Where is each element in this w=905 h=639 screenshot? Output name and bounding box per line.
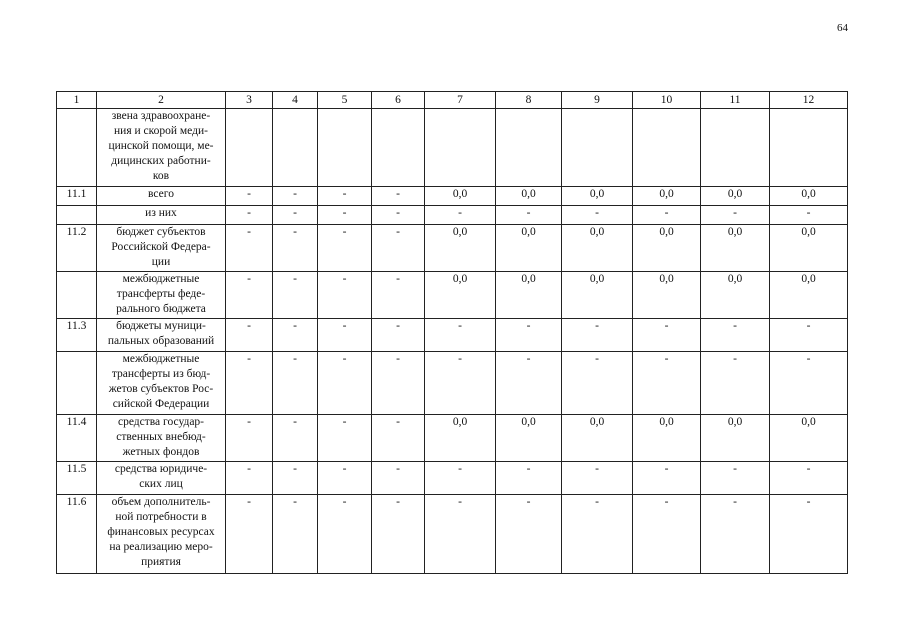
value-cell: 0,0 [496, 415, 562, 462]
column-header: 9 [562, 92, 633, 109]
column-header: 2 [97, 92, 226, 109]
value-cell: - [318, 415, 372, 462]
value-cell: - [226, 415, 273, 462]
value-cell: - [770, 206, 848, 225]
value-cell: - [425, 495, 496, 574]
value-cell: - [273, 206, 318, 225]
table-row [57, 352, 848, 415]
value-cell: 0,0 [701, 225, 770, 272]
row-name-cell: бюджет субъектов Российской Федера- ции [97, 225, 226, 272]
value-cell [226, 109, 273, 187]
value-cell: - [226, 352, 273, 415]
value-cell: - [318, 319, 372, 352]
row-number-cell: 11.6 [57, 495, 97, 574]
value-cell: 0,0 [425, 225, 496, 272]
column-header: 4 [273, 92, 318, 109]
table-body [57, 109, 848, 574]
value-cell [425, 109, 496, 187]
value-cell [633, 109, 701, 187]
value-cell: 0,0 [633, 187, 701, 206]
value-cell: 0,0 [562, 187, 633, 206]
value-cell: - [496, 495, 562, 574]
value-cell: 0,0 [770, 272, 848, 319]
row-number-cell: 11.1 [57, 187, 97, 206]
value-cell: - [318, 462, 372, 495]
value-cell: - [562, 462, 633, 495]
value-cell: - [226, 187, 273, 206]
value-cell: 0,0 [425, 415, 496, 462]
column-header: 10 [633, 92, 701, 109]
value-cell: - [226, 225, 273, 272]
value-cell: - [701, 352, 770, 415]
value-cell: - [701, 495, 770, 574]
value-cell: - [496, 206, 562, 225]
value-cell: - [633, 352, 701, 415]
row-name-cell: бюджеты муници- пальных образований [97, 319, 226, 352]
value-cell: 0,0 [496, 272, 562, 319]
value-cell: - [318, 225, 372, 272]
value-cell: 0,0 [562, 272, 633, 319]
value-cell: - [372, 187, 425, 206]
value-cell: - [318, 352, 372, 415]
value-cell: - [562, 206, 633, 225]
value-cell [770, 109, 848, 187]
row-number-cell [57, 206, 97, 225]
value-cell: - [562, 319, 633, 352]
value-cell [496, 109, 562, 187]
row-name-cell: средства государ- ственных внебюд- жетных фондов [97, 415, 226, 462]
value-cell: - [372, 352, 425, 415]
column-header: 6 [372, 92, 425, 109]
column-header: 5 [318, 92, 372, 109]
table-row [57, 462, 848, 495]
table-row [57, 272, 848, 319]
value-cell: - [226, 462, 273, 495]
value-cell [372, 109, 425, 187]
value-cell: 0,0 [633, 272, 701, 319]
value-cell: - [273, 272, 318, 319]
row-name-cell: объем дополнитель- ной потребности в финансовых ресурсах на реализацию меро- приятия [97, 495, 226, 574]
value-cell: 0,0 [701, 272, 770, 319]
value-cell: - [496, 352, 562, 415]
value-cell: 0,0 [496, 187, 562, 206]
value-cell: - [372, 495, 425, 574]
table-row [57, 495, 848, 574]
row-number-cell [57, 109, 97, 187]
value-cell: 0,0 [770, 187, 848, 206]
table-row [57, 187, 848, 206]
row-name-cell: средства юридиче- ских лиц [97, 462, 226, 495]
value-cell: - [496, 462, 562, 495]
value-cell: 0,0 [562, 225, 633, 272]
column-header: 3 [226, 92, 273, 109]
value-cell: - [770, 495, 848, 574]
row-number-cell: 11.3 [57, 319, 97, 352]
value-cell: - [425, 352, 496, 415]
value-cell: 0,0 [633, 225, 701, 272]
row-name-cell: звена здравоохране- ния и скорой меди- цинской помощи, ме- дицинских работни- ков [97, 109, 226, 187]
value-cell: - [273, 415, 318, 462]
table-row [57, 225, 848, 272]
value-cell: - [318, 272, 372, 319]
value-cell [562, 109, 633, 187]
column-header: 8 [496, 92, 562, 109]
value-cell [318, 109, 372, 187]
table-row [57, 109, 848, 187]
value-cell: 0,0 [770, 225, 848, 272]
value-cell: - [425, 462, 496, 495]
value-cell: - [562, 352, 633, 415]
value-cell: 0,0 [770, 415, 848, 462]
table-row [57, 206, 848, 225]
value-cell: - [633, 319, 701, 352]
column-header: 11 [701, 92, 770, 109]
value-cell: - [226, 206, 273, 225]
value-cell: - [226, 319, 273, 352]
row-name-cell: всего [97, 187, 226, 206]
row-number-cell [57, 272, 97, 319]
value-cell: - [273, 319, 318, 352]
value-cell: 0,0 [633, 415, 701, 462]
value-cell: 0,0 [496, 225, 562, 272]
value-cell: - [425, 206, 496, 225]
value-cell: 0,0 [701, 415, 770, 462]
value-cell: - [226, 272, 273, 319]
value-cell: - [425, 319, 496, 352]
value-cell: - [496, 319, 562, 352]
value-cell: 0,0 [425, 187, 496, 206]
value-cell: - [633, 495, 701, 574]
table-row [57, 319, 848, 352]
value-cell: - [770, 319, 848, 352]
value-cell: - [273, 225, 318, 272]
row-name-cell: межбюджетные трансферты из бюд- жетов субъектов Рос- сийской Федерации [97, 352, 226, 415]
value-cell: - [226, 495, 273, 574]
value-cell: - [770, 462, 848, 495]
value-cell: - [273, 187, 318, 206]
value-cell: - [701, 319, 770, 352]
value-cell: 0,0 [425, 272, 496, 319]
value-cell: - [273, 462, 318, 495]
row-number-cell [57, 352, 97, 415]
value-cell: - [372, 225, 425, 272]
value-cell: 0,0 [562, 415, 633, 462]
column-header: 12 [770, 92, 848, 109]
table-header [57, 92, 848, 109]
table-row [57, 415, 848, 462]
row-number-cell: 11.2 [57, 225, 97, 272]
value-cell: - [372, 272, 425, 319]
value-cell: - [562, 495, 633, 574]
header-row [57, 92, 848, 109]
value-cell: - [318, 495, 372, 574]
value-cell: - [372, 206, 425, 225]
value-cell [273, 109, 318, 187]
value-cell: - [318, 206, 372, 225]
value-cell: - [372, 415, 425, 462]
value-cell: - [318, 187, 372, 206]
row-name-cell: из них [97, 206, 226, 225]
value-cell: - [701, 206, 770, 225]
value-cell: - [633, 206, 701, 225]
column-header: 1 [57, 92, 97, 109]
value-cell [701, 109, 770, 187]
value-cell: - [273, 352, 318, 415]
row-number-cell: 11.4 [57, 415, 97, 462]
page-number: 64 [837, 22, 848, 34]
value-cell: - [633, 462, 701, 495]
value-cell: - [770, 352, 848, 415]
value-cell: 0,0 [701, 187, 770, 206]
value-cell: - [372, 319, 425, 352]
row-number-cell: 11.5 [57, 462, 97, 495]
row-name-cell: межбюджетные трансферты феде- рального бюджета [97, 272, 226, 319]
value-cell: - [372, 462, 425, 495]
value-cell: - [701, 462, 770, 495]
budget-table [56, 91, 848, 574]
value-cell: - [273, 495, 318, 574]
column-header: 7 [425, 92, 496, 109]
